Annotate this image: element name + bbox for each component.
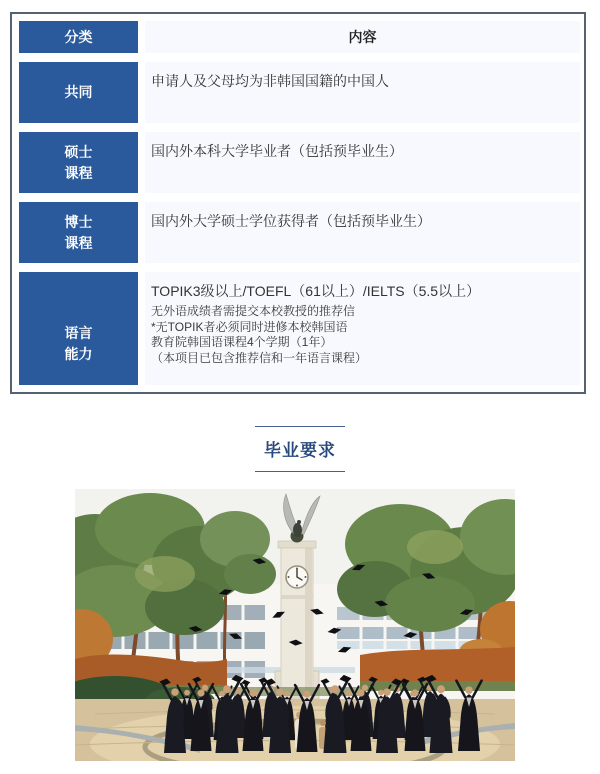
- table-row-common: [19, 62, 580, 123]
- content-cell: [145, 202, 580, 263]
- category-label-line: 共同: [64, 84, 93, 100]
- content-cell: [145, 132, 580, 193]
- language-note: （本项目已包含推荐信和一年语言课程）: [151, 350, 368, 365]
- table-header-row: [19, 21, 580, 53]
- section-title: 毕业要求: [264, 441, 336, 460]
- category-label-line: 能力: [64, 345, 93, 362]
- content-header-label: 内容: [348, 29, 377, 45]
- language-note: *无TOPIK者必须同时进修本校韩国语: [151, 319, 348, 334]
- category-label-line: 课程: [64, 164, 93, 181]
- category-cell: [19, 202, 138, 263]
- graduation-photo: [75, 489, 515, 761]
- category-label-line: 语言: [64, 324, 93, 341]
- language-requirement-main: TOPIK3级以上/TOEFL（61以上）/IELTS（5.5以上）: [151, 283, 481, 299]
- category-cell: [19, 132, 138, 193]
- category-label-line: 硕士: [64, 143, 93, 160]
- category-header-cell: [19, 21, 138, 53]
- category-header-label: 分类: [64, 28, 93, 45]
- content-text: 申请人及父母均为非韩国国籍的中国人: [151, 73, 389, 89]
- content-header-cell: [145, 21, 580, 53]
- category-label-line: 课程: [64, 234, 93, 251]
- language-note: 教育院韩国语课程4个学期（1年）: [151, 335, 333, 350]
- table-row-doctor: [19, 202, 580, 263]
- language-note: 无外语成绩者需提交本校教授的推荐信: [151, 304, 356, 318]
- category-cell: [19, 62, 138, 123]
- content-cell: [145, 272, 580, 385]
- content-text: 国内外大学硕士学位获得者（包括预毕业生）: [151, 213, 431, 229]
- category-label-line: 博士: [64, 213, 93, 230]
- category-cell: [19, 272, 138, 385]
- content-text: 国内外本科大学毕业者（包括预毕业生）: [151, 143, 403, 159]
- graduation-photo-canvas: [75, 489, 515, 761]
- table-row-master: [19, 132, 580, 193]
- content-cell: [145, 62, 580, 123]
- section-heading: [255, 426, 345, 472]
- table-row-language: [19, 272, 580, 385]
- admission-requirements-table: [10, 12, 586, 394]
